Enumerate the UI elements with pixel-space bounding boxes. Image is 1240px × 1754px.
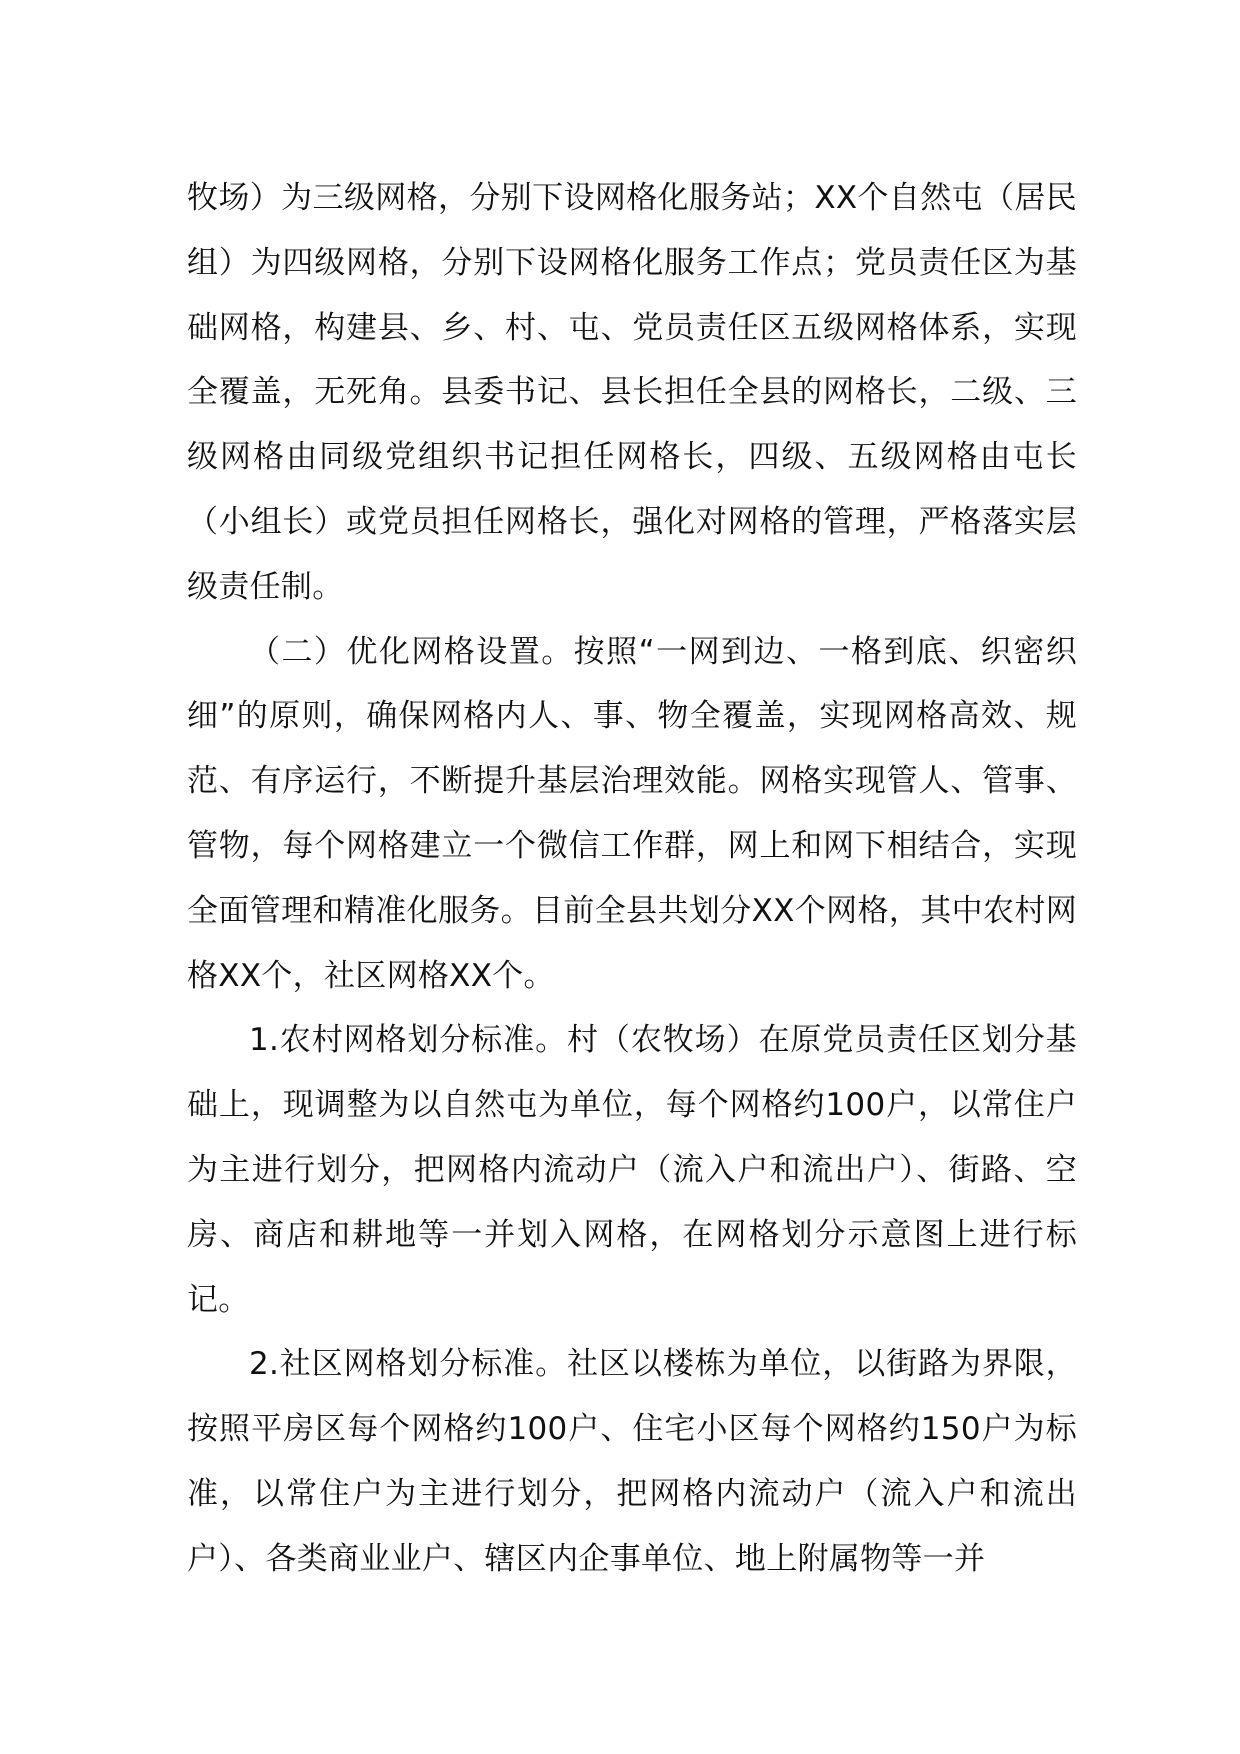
paragraph-grid-levels: 牧场）为三级网格，分别下设网格化服务站；XX个自然屯（居民组）为四级网格，分别下设网格化服务工作点；党员责任区为基础网格，构建县、乡、村、屯、党员责任区五级网格体系，实现全覆盖，无死角。县委书记、县长担任全县的网格长，二级、三级网格由同级党组织书记担任网格长，四级、五级网格由屯长（小组长）或党员担任网格长，强化对网格的管理，严格落实层级责任制。 (187, 180, 1077, 605)
paragraph-optimize-grid: （二）优化网格设置。按照“一网到边、一格到底、织密织细”的原则，确保网格内人、事、物全覆盖，实现网格高效、规范、有序运行，不断提升基层治理效能。网格实现管人、管事、管物，每个网格建立一个微信工作群，网上和网下相结合，实现全面管理和精准化服务。目前全县共划分XX个网格，其中农村网格XX个，社区网格XX个。 (187, 633, 1077, 994)
paragraph-rural-grid-standard: 1.农村网格划分标准。村（农牧场）在原党员责任区划分基础上，现调整为以自然屯为单位，每个网格约100户，以常住户为主进行划分，把网格内流动户（流入户和流出户）、街路、空房、商店和耕地等一并划入网格，在网格划分示意图上进行标记。 (187, 1022, 1077, 1318)
paragraph-community-grid-standard: 2.社区网格划分标准。社区以楼栋为单位，以街路为界限，按照平房区每个网格约100户、住宅小区每个网格约150户为标准，以常住户为主进行划分，把网格内流动户（流入户和流出户）、各类商业业户、辖区内企事单位、地上附属物等一并 (187, 1346, 1077, 1577)
body-text (187, 166, 1077, 1592)
